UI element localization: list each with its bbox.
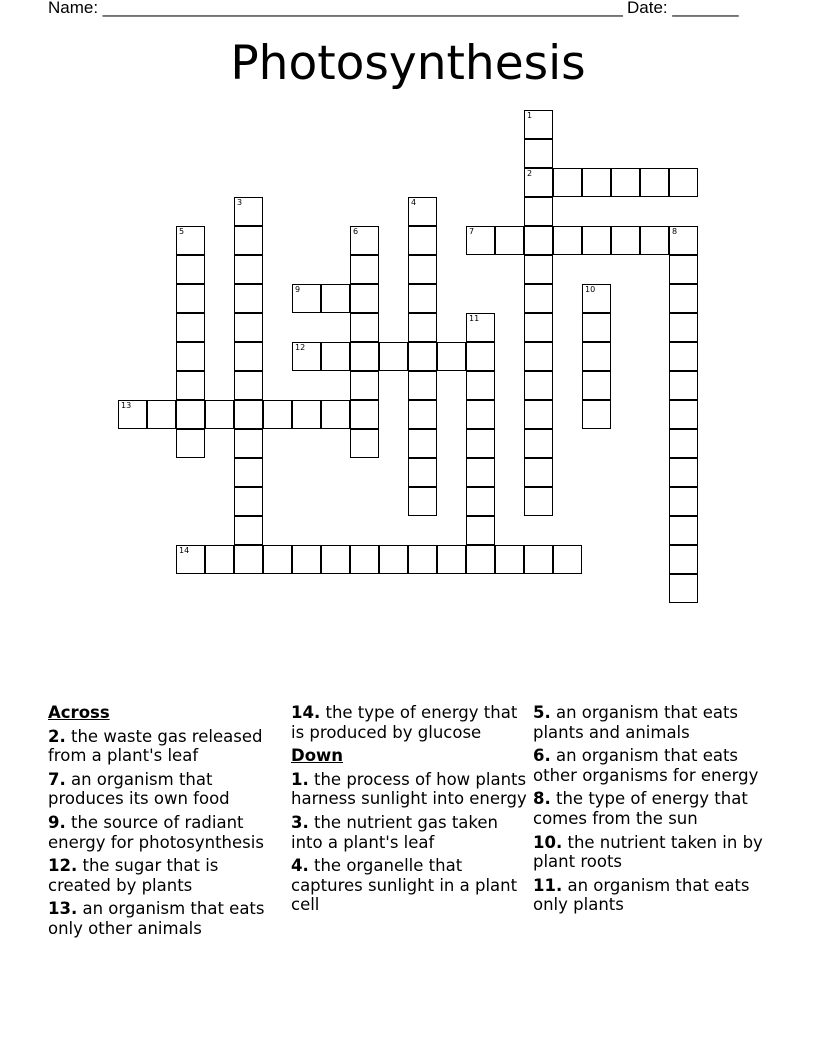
- crossword-cell[interactable]: [669, 516, 698, 545]
- crossword-cell[interactable]: [350, 226, 379, 255]
- crossword-cell[interactable]: [669, 371, 698, 400]
- crossword-cell[interactable]: [524, 458, 553, 487]
- crossword-cell[interactable]: [524, 197, 553, 226]
- crossword-cell[interactable]: [669, 168, 698, 197]
- clue-down-1: 1. the process of how plants harness sunlight into energy: [291, 769, 527, 809]
- crossword-cell[interactable]: [205, 545, 234, 574]
- crossword-cell[interactable]: [176, 284, 205, 313]
- crossword-cell[interactable]: [234, 342, 263, 371]
- crossword-cell[interactable]: [495, 545, 524, 574]
- crossword-cell[interactable]: [234, 226, 263, 255]
- crossword-cell[interactable]: [176, 255, 205, 284]
- crossword-cell[interactable]: [408, 400, 437, 429]
- crossword-cell[interactable]: [669, 400, 698, 429]
- crossword-cell[interactable]: [669, 255, 698, 284]
- crossword-cell[interactable]: [524, 487, 553, 516]
- crossword-cell[interactable]: [350, 313, 379, 342]
- crossword-cell[interactable]: [466, 545, 495, 574]
- crossword-cell[interactable]: [669, 429, 698, 458]
- clue-down-11: 11. an organism that eats only plants: [533, 875, 750, 915]
- crossword-cell[interactable]: [582, 313, 611, 342]
- across-heading: Across: [48, 703, 110, 722]
- clue-across-12: 12. the sugar that is created by plants: [48, 856, 219, 895]
- crossword-cell[interactable]: [466, 371, 495, 400]
- clue-number: 10: [585, 285, 596, 294]
- crossword-cell[interactable]: [408, 429, 437, 458]
- crossword-cell[interactable]: [524, 429, 553, 458]
- crossword-cell[interactable]: [321, 400, 350, 429]
- crossword-cell[interactable]: [640, 168, 669, 197]
- clue-number: 5: [179, 227, 185, 236]
- crossword-cell[interactable]: [176, 342, 205, 371]
- crossword-cell[interactable]: [408, 197, 437, 226]
- name-blank: _______________________________________________________: [102, 0, 623, 17]
- crossword-cell[interactable]: [524, 342, 553, 371]
- crossword-cell[interactable]: [669, 458, 698, 487]
- crossword-cell[interactable]: [524, 255, 553, 284]
- date-label: Date:: [627, 0, 673, 17]
- crossword-cell[interactable]: [582, 400, 611, 429]
- crossword-cell[interactable]: [176, 313, 205, 342]
- crossword-cell[interactable]: [176, 400, 205, 429]
- crossword-cell[interactable]: [234, 516, 263, 545]
- clue-column-1: [48, 703, 284, 943]
- crossword-cell[interactable]: [437, 342, 466, 371]
- crossword-cell[interactable]: [669, 487, 698, 516]
- crossword-cell[interactable]: [524, 400, 553, 429]
- clue-number: 11: [469, 314, 480, 323]
- crossword-cell[interactable]: [582, 342, 611, 371]
- crossword-cell[interactable]: [147, 400, 176, 429]
- crossword-cell[interactable]: [350, 400, 379, 429]
- crossword-cell[interactable]: [466, 342, 495, 371]
- crossword-cell[interactable]: [408, 313, 437, 342]
- crossword-cell[interactable]: [466, 458, 495, 487]
- clue-across-7: 7. an organism that produces its own food: [48, 769, 230, 809]
- crossword-cell[interactable]: [466, 487, 495, 516]
- crossword-cell[interactable]: [234, 255, 263, 284]
- clue-number: 2: [527, 169, 533, 178]
- crossword-cell[interactable]: [611, 168, 640, 197]
- crossword-cell[interactable]: [350, 545, 379, 574]
- crossword-cell[interactable]: [263, 400, 292, 429]
- crossword-cell[interactable]: [234, 429, 263, 458]
- crossword-cell[interactable]: [350, 284, 379, 313]
- crossword-cell[interactable]: [408, 226, 437, 255]
- crossword-cell[interactable]: [234, 197, 263, 226]
- clue-across-13: 13. an organism that eats only other animals: [48, 899, 265, 938]
- crossword-cell[interactable]: [524, 226, 553, 255]
- clue-number: 3: [237, 198, 243, 207]
- crossword-cell[interactable]: [176, 429, 205, 458]
- crossword-cell[interactable]: [292, 545, 321, 574]
- crossword-cell[interactable]: [408, 487, 437, 516]
- crossword-cell[interactable]: [466, 516, 495, 545]
- crossword-cell[interactable]: [408, 255, 437, 284]
- clue-column-2: [291, 703, 527, 919]
- clue-across-2: 2. the waste gas released from a plant's leaf: [48, 726, 263, 766]
- crossword-cell[interactable]: [582, 371, 611, 400]
- crossword-cell[interactable]: [350, 429, 379, 458]
- crossword-cell[interactable]: [176, 371, 205, 400]
- clue-column-3: [533, 703, 773, 919]
- crossword-cell[interactable]: [292, 284, 321, 313]
- crossword-cell[interactable]: [437, 545, 466, 574]
- crossword-cell[interactable]: [669, 313, 698, 342]
- crossword-cell[interactable]: [176, 545, 205, 574]
- crossword-cell[interactable]: [408, 545, 437, 574]
- clue-number: 6: [353, 227, 359, 236]
- crossword-cell[interactable]: [234, 487, 263, 516]
- date-blank: _______: [672, 0, 739, 17]
- crossword-cell[interactable]: [466, 226, 495, 255]
- crossword-cell[interactable]: [176, 226, 205, 255]
- crossword-cell[interactable]: [234, 545, 263, 574]
- crossword-cell[interactable]: [466, 429, 495, 458]
- crossword-cell[interactable]: [292, 400, 321, 429]
- crossword-cell[interactable]: [263, 545, 292, 574]
- crossword-cell[interactable]: [640, 226, 669, 255]
- clue-number: 4: [411, 198, 417, 207]
- crossword-cell[interactable]: [234, 371, 263, 400]
- crossword-cell[interactable]: [118, 400, 147, 429]
- clue-number: 7: [469, 227, 475, 236]
- crossword-cell[interactable]: [321, 284, 350, 313]
- clue-number: 12: [295, 343, 306, 352]
- crossword-cell[interactable]: [524, 313, 553, 342]
- crossword-cell[interactable]: [524, 284, 553, 313]
- crossword-cell[interactable]: [669, 284, 698, 313]
- crossword-cell[interactable]: [669, 574, 698, 603]
- crossword-cell[interactable]: [524, 110, 553, 139]
- clue-number: 8: [672, 227, 678, 236]
- crossword-cell[interactable]: [669, 342, 698, 371]
- crossword-cell[interactable]: [466, 313, 495, 342]
- crossword-cell[interactable]: [582, 168, 611, 197]
- crossword-cell[interactable]: [408, 342, 437, 371]
- crossword-cell[interactable]: [234, 458, 263, 487]
- name-label: Name:: [48, 0, 103, 17]
- crossword-cell[interactable]: [321, 342, 350, 371]
- clue-down-3: 3. the nutrient gas taken into a plant's leaf: [291, 812, 498, 852]
- crossword-cell[interactable]: [408, 371, 437, 400]
- page-title: Photosynthesis: [230, 36, 586, 91]
- clue-across-9: 9. the source of radiant energy for photosynthesis: [48, 812, 264, 852]
- crossword-cell[interactable]: [553, 168, 582, 197]
- crossword-cell[interactable]: [524, 139, 553, 168]
- clue-number: 13: [121, 401, 132, 410]
- crossword-cell[interactable]: [582, 284, 611, 313]
- crossword-cell[interactable]: [582, 226, 611, 255]
- crossword-cell[interactable]: [234, 313, 263, 342]
- crossword-cell[interactable]: [379, 342, 408, 371]
- down-heading: Down: [291, 746, 344, 766]
- clue-down-5: 5. an organism that eats plants and animals: [533, 703, 739, 742]
- crossword-cell[interactable]: [611, 226, 640, 255]
- crossword-cell[interactable]: [350, 255, 379, 284]
- crossword-cell[interactable]: [321, 545, 350, 574]
- crossword-cell[interactable]: [669, 226, 698, 255]
- crossword-cell[interactable]: [292, 342, 321, 371]
- crossword-cell[interactable]: [350, 371, 379, 400]
- clue-down-4: 4. the organelle that captures sunlight in a plant cell: [291, 856, 518, 915]
- crossword-cell[interactable]: [669, 545, 698, 574]
- crossword-cell[interactable]: [379, 545, 408, 574]
- crossword-cell[interactable]: [495, 226, 524, 255]
- crossword-cell[interactable]: [553, 545, 582, 574]
- crossword-cell[interactable]: [466, 400, 495, 429]
- clue-down-8: 8. the type of energy that comes from the sun: [533, 789, 748, 828]
- crossword-cell[interactable]: [234, 284, 263, 313]
- clue-number: 9: [295, 285, 301, 294]
- clue-down-6: 6. an organism that eats other organisms for energy: [533, 746, 759, 785]
- clue-number: 1: [527, 111, 533, 120]
- crossword-cell[interactable]: [350, 342, 379, 371]
- crossword-cell[interactable]: [524, 545, 553, 574]
- crossword-cell[interactable]: [553, 226, 582, 255]
- clue-number: 14: [179, 546, 190, 555]
- clue-across-14: 14. the type of energy that is produced by glucose: [291, 703, 518, 742]
- crossword-cell[interactable]: [205, 400, 234, 429]
- crossword-cell[interactable]: [524, 371, 553, 400]
- crossword-cell[interactable]: [408, 458, 437, 487]
- clue-down-10: 10. the nutrient taken in by plant roots: [533, 832, 763, 872]
- crossword-cell[interactable]: [234, 400, 263, 429]
- crossword-cell[interactable]: [524, 168, 553, 197]
- crossword-cell[interactable]: [408, 284, 437, 313]
